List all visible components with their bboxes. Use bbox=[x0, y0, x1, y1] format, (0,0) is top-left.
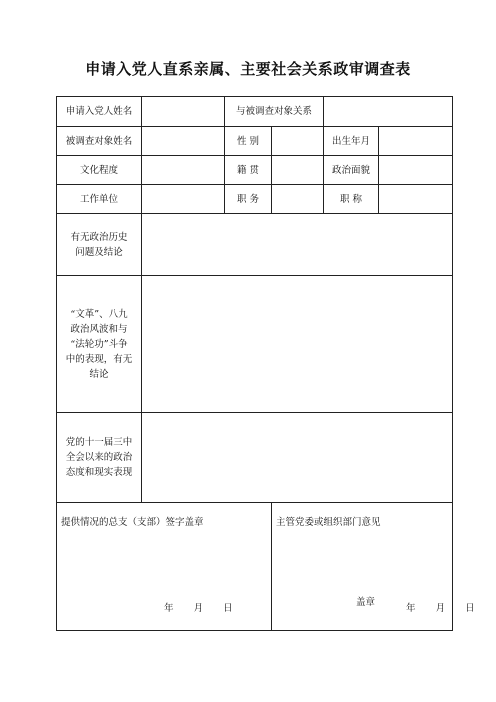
form-row-applicant bbox=[57, 97, 453, 127]
political-status-label: 政治面貌 bbox=[324, 156, 379, 185]
attitude-label-line: 态度和现实表现 bbox=[65, 467, 133, 478]
attitude-label-line: 党的十一届三中 bbox=[65, 437, 133, 448]
work-unit-field[interactable] bbox=[142, 185, 225, 214]
title-field[interactable] bbox=[379, 185, 453, 214]
page-title: 申请入党人直系亲属、主要社会关系政审调查表 bbox=[85, 60, 411, 78]
date-day: 日 bbox=[223, 603, 233, 614]
committee-opinion-title: 主管党委或组织部门意见 bbox=[276, 517, 381, 528]
date-month: 月 bbox=[435, 603, 446, 614]
education-field[interactable] bbox=[142, 156, 225, 185]
branch-signature-box[interactable] bbox=[57, 503, 272, 631]
position-field[interactable] bbox=[272, 185, 324, 214]
relation-field[interactable] bbox=[324, 97, 453, 127]
movements-label-line: 结论 bbox=[89, 368, 109, 380]
subject-name-field[interactable] bbox=[142, 127, 225, 156]
origin-label: 籍 贯 bbox=[225, 156, 272, 185]
form-row-education bbox=[57, 156, 453, 185]
work-unit-label: 工作单位 bbox=[57, 185, 142, 214]
form-row-history bbox=[57, 214, 453, 276]
date-year: 年 bbox=[164, 603, 174, 614]
committee-opinion-date bbox=[406, 601, 475, 616]
form-row-movements bbox=[57, 276, 453, 413]
title-label: 职 称 bbox=[324, 185, 379, 214]
attitude-field[interactable] bbox=[142, 413, 453, 503]
history-label-line: 有无政治历史 bbox=[70, 231, 128, 243]
education-label: 文化程度 bbox=[57, 156, 142, 185]
committee-opinion-box[interactable] bbox=[272, 503, 475, 631]
date-day: 日 bbox=[465, 603, 475, 614]
gender-field[interactable] bbox=[272, 127, 324, 156]
applicant-name-field[interactable] bbox=[142, 97, 225, 127]
movements-label bbox=[57, 276, 142, 413]
political-status-field[interactable] bbox=[379, 156, 453, 185]
attitude-label-line: 全会以来的政治 bbox=[65, 452, 133, 463]
relation-label: 与被调查对象关系 bbox=[225, 97, 324, 127]
seal-label: 盖章 bbox=[356, 597, 376, 608]
movements-field[interactable] bbox=[142, 276, 453, 413]
origin-field[interactable] bbox=[272, 156, 324, 185]
branch-signature-title: 提供情况的总支（支部）签字盖章 bbox=[61, 517, 204, 528]
attitude-label bbox=[57, 413, 142, 503]
position-label: 职 务 bbox=[225, 185, 272, 214]
gender-label: 性 别 bbox=[225, 127, 272, 156]
form-row-signatures bbox=[57, 503, 453, 631]
movements-label-line: “文革”、八九 bbox=[70, 308, 128, 320]
form-row-work bbox=[57, 185, 453, 214]
investigation-form bbox=[56, 96, 475, 631]
history-label bbox=[57, 214, 142, 276]
movements-label-line: 中的表现，有无 bbox=[65, 353, 133, 365]
movements-label-line: 政治风波和与 bbox=[70, 323, 128, 335]
history-label-line: 问题及结论 bbox=[75, 246, 123, 258]
date-month: 月 bbox=[193, 603, 204, 614]
branch-signature-date bbox=[164, 601, 233, 616]
birth-field[interactable] bbox=[379, 127, 453, 156]
history-field[interactable] bbox=[142, 214, 453, 276]
applicant-name-label: 申请入党人姓名 bbox=[57, 97, 142, 127]
date-year: 年 bbox=[406, 603, 416, 614]
subject-name-label: 被调查对象姓名 bbox=[57, 127, 142, 156]
birth-label: 出生年月 bbox=[324, 127, 379, 156]
form-row-subject bbox=[57, 127, 453, 156]
form-row-attitude bbox=[57, 413, 453, 503]
movements-label-line: “法轮功”斗争 bbox=[70, 338, 128, 350]
